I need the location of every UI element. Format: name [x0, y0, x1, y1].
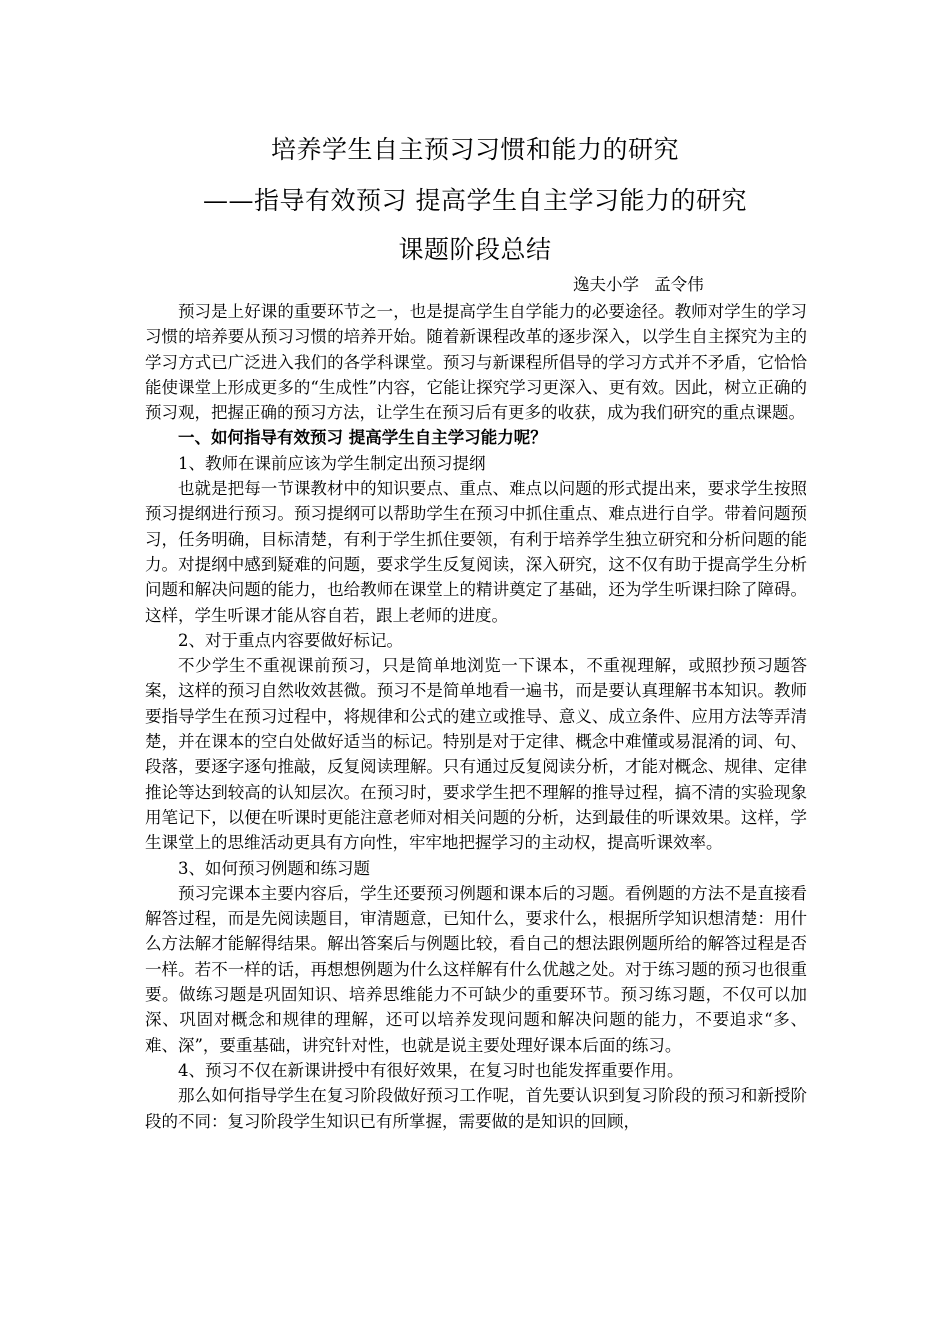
section-heading: 一、如何指导有效预习 提高学生自主学习能力呢？ [178, 428, 547, 448]
subheading: 3、如何预习例题和练习题 [178, 858, 370, 878]
subheading: 2、对于重点内容要做好标记。 [178, 630, 403, 650]
section-title: 课题阶段总结 [398, 235, 552, 264]
body-paragraph: 不少学生不重视课前预习，只是简单地浏览一下课本，不重视理解，或照抄预习题答案，这样的预习自然收效甚微。预习不是简单地看一遍书，而是要认真理解书本知识。教师要指导学生在预习过程中，将规律和公式的建立或推导、意义、成立条件、应用方法等弄清楚，并在课本的空白处做好适当的标记。特别是对于定律、概念中难懂或易混淆的词、句、段落，要逐字逐句推敲，反复阅读理解。只有通过反复阅读分析，才能对概念、规律、定律推论等达到较高的认知层次。在预习时，要求学生把不理解的推导过程，搞不清的实验现象用笔记下，以便在听课时更能注意老师对相关问题的分析，达到最佳的听课效果。这样，学生课堂上的思维活动更具有方向性，牢牢地把握学习的主动权，提高听课效率。 [145, 656, 807, 853]
body-paragraph: 也就是把每一节课教材中的知识要点、重点、难点以问题的形式提出来，要求学生按照预习提纲进行预习。预习提纲可以帮助学生在预习中抓住重点、难点进行自学。带着问题预习，任务明确，目标清楚，有利于学生抓住要领，有利于培养学生独立研究和分析问题的能力。对提纲中感到疑难的问题，要求学生反复阅读，深入研究，这不仅有助于提高学生分析问题和解决问题的能力，也给教师在课堂上的精讲奠定了基础，还为学生听课扫除了障碍。这样，学生听课才能从容自若，跟上老师的进度。 [145, 479, 807, 625]
subheading: 4、预习不仅在新课讲授中有很好效果，在复习时也能发挥重要作用。 [178, 1060, 684, 1080]
body-paragraph: 预习是上好课的重要环节之一，也是提高学生自学能力的必要途径。教师对学生的学习习惯的培养要从预习习惯的培养开始。随着新课程改革的逐步深入，以学生自主探究为主的学习方式已广泛进入我们的各学科课堂。预习与新课程所倡导的学习方式并不矛盾，它恰恰能使课堂上形成更多的“生成性”内容，它能让探究学习更深入、更有效。因此，树立正确的预习观，把握正确的预习方法，让学生在预习后有更多的收获，成为我们研究的重点课题。 [145, 302, 807, 423]
document-body [145, 299, 807, 1134]
author-line: 逸夫小学 孟令伟 [573, 275, 704, 294]
body-paragraph: 那么如何指导学生在复习阶段做好预习工作呢，首先要认识到复习阶段的预习和新授阶段的不同：复习阶段学生知识已有所掌握，需要做的是知识的回顾， [145, 1086, 807, 1131]
document-subtitle: ——指导有效预习 提高学生自主学习能力的研究 [203, 186, 747, 215]
document-title: 培养学生自主预习习惯和能力的研究 [270, 135, 679, 164]
subheading: 1、教师在课前应该为学生制定出预习提纲 [178, 453, 486, 473]
body-paragraph: 预习完课本主要内容后，学生还要预习例题和课本后的习题。看例题的方法不是直接看解答过程，而是先阅读题目，审清题意，已知什么，要求什么，根据所学知识想清楚：用什么方法解才能解得结果。解出答案后与例题比较，看自己的想法跟例题所给的解答过程是否一样。若不一样的话，再想想例题为什么这样解有什么优越之处。对于练习题的预习也很重要。做练习题是巩固知识、培养思维能力不可缺少的重要环节。预习练习题，不仅可以加深、巩固对概念和规律的理解，还可以培养发现问题和解决问题的能力，不要追求“多、难、深”，要重基础，讲究针对性，也就是说主要处理好课本后面的练习。 [145, 883, 807, 1055]
